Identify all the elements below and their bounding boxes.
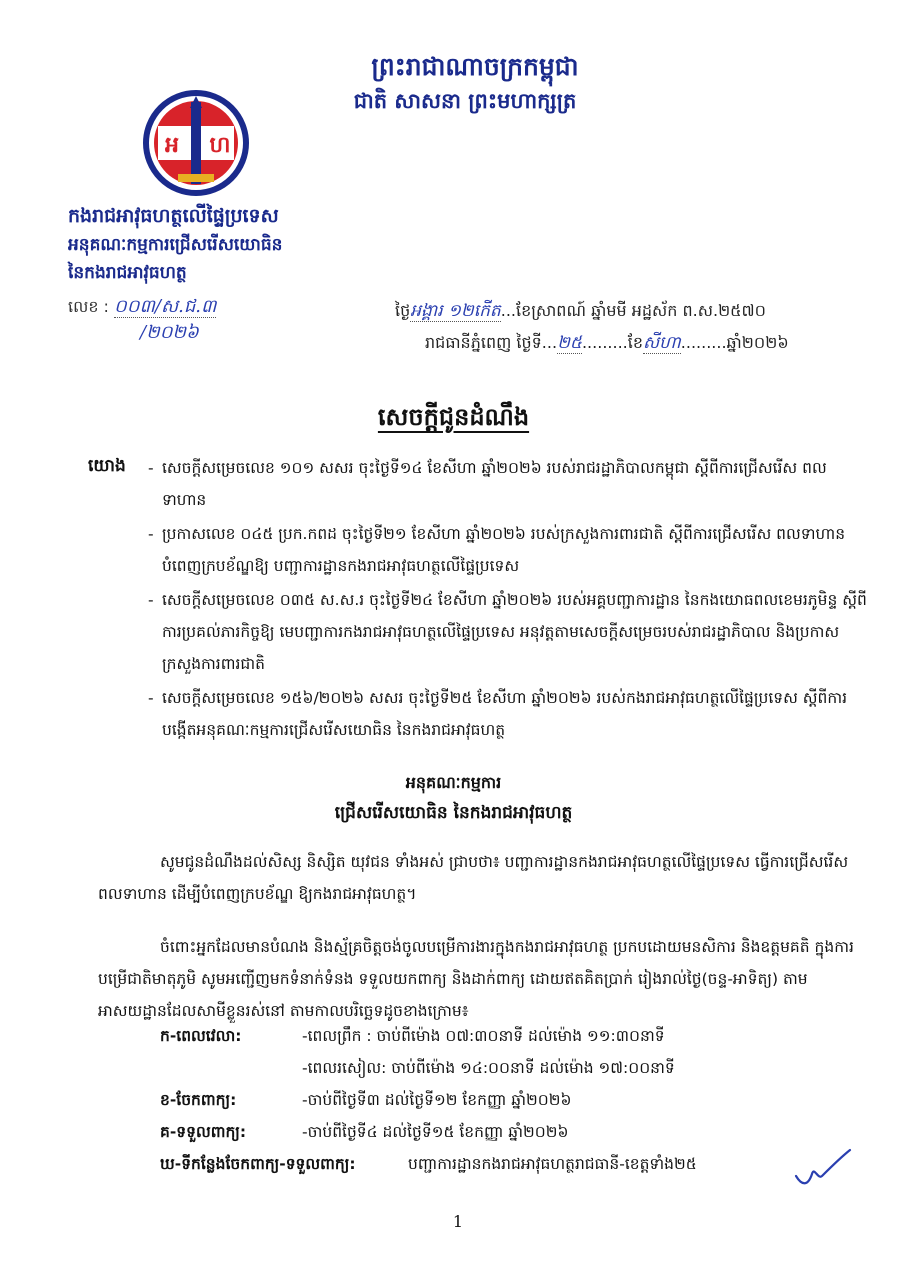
place-label: ឃ-ទីកន្លែងចែកពាក្យ-ទទួលពាក្យ: [160, 1155, 356, 1173]
solar-date-month: សីហា [642, 333, 681, 353]
committee-heading-1: អនុគណៈកម្មការ [405, 773, 502, 792]
national-motto: ជាតិ សាសនា ព្រះមហាក្សត្រ [353, 88, 577, 113]
reference-item: - សេចក្តីសម្រេចលេខ ១០១ សសរ ចុះថ្ងៃទី១៤ ខែសីហា ឆ្នាំ២០២៦ របស់រាជរដ្ឋាភិបាលកម្ពុជា ស្តីពីការជ្រើសរើស ពលទាហាន [148, 452, 868, 516]
lunar-date-handwritten: អង្គារ ១២កើត [410, 301, 501, 321]
distribute-label: ខ-ចែកពាក្យ: [160, 1091, 237, 1109]
reference-handwritten-number: ០០៣/ស.ជ.៣ [114, 296, 217, 317]
document-title: សេចក្តីជូនដំណឹង [377, 402, 530, 431]
lunar-date [395, 300, 766, 325]
reference-number [68, 294, 216, 321]
distribute-dates: -ចាប់ពីថ្ងៃទី៣ ដល់ថ្ងៃទី១២ ខែកញ្ញា ឆ្នាំ២០២៦ [302, 1091, 572, 1109]
schedule-row-receive [160, 1122, 880, 1154]
solar-date [425, 332, 789, 357]
committee-heading-2: ជ្រើសរើសយោធិន នៃកងរាជអាវុធហត្ថ [334, 803, 573, 823]
reference-item: - សេចក្តីសម្រេចលេខ ០៣៥ ស.ស.រ ចុះថ្ងៃទី២៤ ខែសីហា ឆ្នាំ២០២៦ របស់អគ្គបញ្ជាការដ្ឋាន នៃកងយោធពលខេមរភូមិន្ទ ស្តីពីការប្រគល់ភារកិច្ចឱ្យ មេបញ្ជាការកងរាជអាវុធហត្ថលើផ្ទៃប្រទេស អនុវត្តតាមសេចក្តីសម្រេចរបស់រាជរដ្ឋាភិបាល និងប្រកាសក្រសួងការពារជាតិ [148, 584, 868, 680]
references-label: យោង [88, 456, 126, 476]
solar-date-prefix: រាជធានីភ្នំពេញ ថ្ងៃទី... [425, 333, 558, 352]
reference-year: /២០២៦ [140, 322, 199, 343]
initial-signature-icon [792, 1146, 852, 1190]
schedule-row-time-morning [160, 1026, 880, 1058]
schedule-row-distribute [160, 1090, 880, 1122]
military-emblem-icon [138, 88, 254, 198]
lunar-date-prefix: ថ្ងៃ [395, 301, 411, 320]
issuer-line-3: នៃកងរាជអាវុធហត្ថ [68, 263, 187, 283]
svg-text:អ: អ [165, 133, 179, 158]
references-list [148, 452, 868, 748]
morning-hours: -ពេលព្រឹក : ចាប់ពីម៉ោង ០៧:៣០នាទី ដល់ម៉ោង ១១:៣០នាទី [302, 1027, 665, 1045]
schedule-block [160, 1026, 880, 1186]
afternoon-hours: -ពេលរសៀល: ចាប់ពីម៉ោង ១៤:០០នាទី ដល់ម៉ោង ១៧:០០នាទី [302, 1059, 675, 1077]
solar-date-year: .........ឆ្នាំ២០២៦ [680, 333, 789, 352]
issuer-line-2: អនុគណៈកម្មការជ្រើសរើសយោធិន [68, 235, 283, 255]
solar-date-day: ២៥ [557, 333, 582, 353]
body-paragraph-2: ចំពោះអ្នកដែលមានបំណង និងស្ម័គ្រចិត្តចង់ចូលបម្រើការងារក្នុងកងរាជអាវុធហត្ថ ប្រកបដោយមនសិការ និងឧត្តមគតិ ក្នុងការបម្រើជាតិមាតុភូមិ សូមអញ្ជើញមកទំនាក់ទំនង ទទួលយកពាក្យ និងដាក់ពាក្យ ដោយឥតគិតប្រាក់ រៀងរាល់ថ្ងៃ(ចន្ទ-អាទិត្យ) តាមអាសយដ្ឋានដែលសាមីខ្លួនរស់នៅ តាមកាលបរិច្ឆេទដូចខាងក្រោម៖ [98, 938, 854, 1020]
receive-label: គ-ទទួលពាក្យ: [160, 1123, 247, 1141]
schedule-row-time-afternoon [160, 1058, 880, 1090]
time-label: ក-ពេលវេលា: [160, 1027, 242, 1045]
reference-item: - សេចក្តីសម្រេចលេខ ១៥៦/២០២៦ សសរ ចុះថ្ងៃទី២៥ ខែសីហា ឆ្នាំ២០២៦ របស់កងរាជអាវុធហត្ថលើផ្ទៃប្រទេស ស្តីពីការបង្កើតអនុគណៈកម្មការជ្រើសរើសយោធិន នៃកងរាជអាវុធហត្ថ [148, 682, 868, 746]
page-number: 1 [452, 1212, 464, 1231]
place-value: បញ្ជាការដ្ឋានកងរាជអាវុធហត្ថរាជធានី-ខេត្តទាំង២៥ [408, 1155, 697, 1173]
reference-item: - ប្រកាសលេខ ០៤៥ ប្រក.កពដ ចុះថ្ងៃទី២១ ខែសីហា ឆ្នាំ២០២៦ របស់ក្រសួងការពារជាតិ ស្តីពីការជ្រើសរើស ពលទាហាន បំពេញក្របខ័ណ្ឌឱ្យ បញ្ជាការដ្ឋានកងរាជអាវុធហត្ថលើផ្ទៃប្រទេស [148, 518, 868, 582]
lunar-date-suffix: ...ខែស្រាពណ៍ ឆ្នាំមមី អដ្ឋស័ក ព.ស.២៥៧០ [500, 301, 766, 320]
kingdom-heading: ព្រះរាជាណាចក្រកម្ពុជា [371, 52, 579, 81]
body-paragraph-1: សូមជូនដំណឹងដល់សិស្ស និស្សិត យុវជន ទាំងអស់ ជ្រាបថា៖ បញ្ជាការដ្ឋានកងរាជអាវុធហត្ថលើផ្ទៃប្រទេស ធ្វើការជ្រើសរើស ពលទាហាន ដើម្បីបំពេញក្របខ័ណ្ឌ ឱ្យកងរាជអាវុធហត្ថ។ [98, 853, 849, 903]
reference-prefix: លេខ : [68, 297, 109, 316]
schedule-row-place [160, 1154, 880, 1186]
svg-text:ហ: ហ [209, 133, 231, 158]
solar-date-month-prefix: .........ខែ [581, 333, 643, 352]
issuer-line-1: កងរាជអាវុធហត្ថលើផ្ទៃប្រទេស [68, 205, 279, 227]
receive-dates: -ចាប់ពីថ្ងៃទី៤ ដល់ថ្ងៃទី១៥ ខែកញ្ញា ឆ្នាំ២០២៦ [302, 1123, 569, 1141]
